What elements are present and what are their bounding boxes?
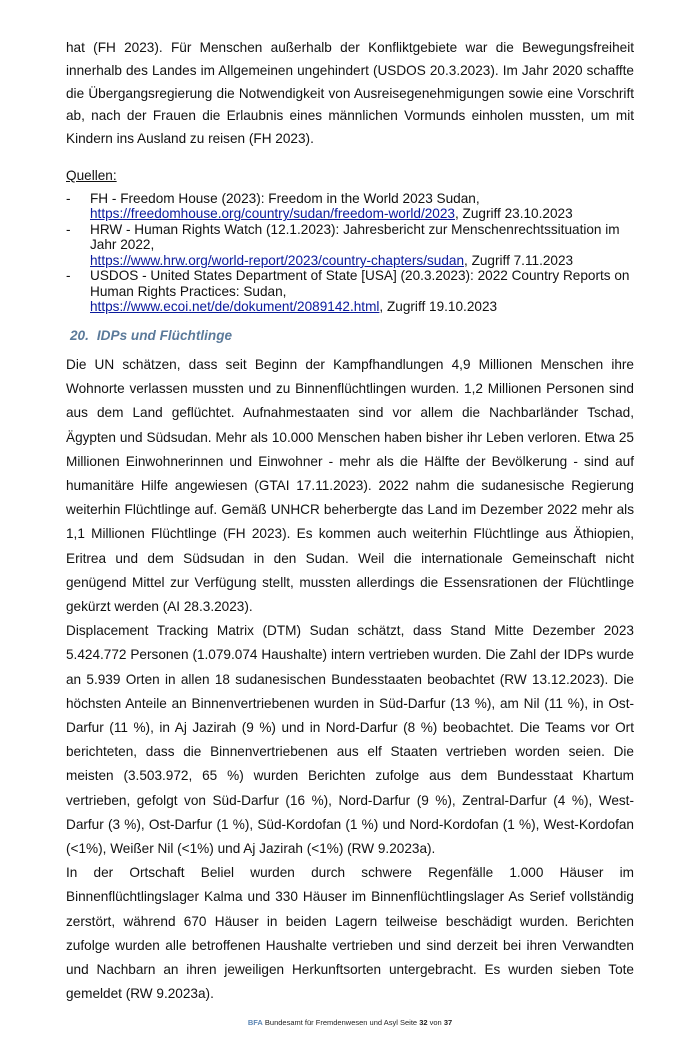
- sources-label: Quellen:: [66, 167, 117, 183]
- footer-page-number: 32: [419, 1018, 428, 1028]
- list-dash: -: [66, 268, 71, 284]
- page-footer: [0, 1018, 700, 1048]
- body-paragraph: In der Ortschaft Beliel wurden durch schwere Regenfälle 1.000 Häuser im Binnenflüchtlingslager Kalma und 330 Häuser im Binnenflüchtlingslager As Serief vollständig zerstört, während 670 Häuser in beiden Lagern teilweise beschädigt wurden. Berichten zufolge wurden alle betroffenen Haushalte vertrieben und sind derzeit bei ihren Verwandten und Nachbarn an ihren jeweiligen Herkunftsorten untergebracht. Es wurden sieben Tote gemeldet (RW 9.2023a).: [66, 865, 634, 1002]
- source-item: [66, 191, 634, 222]
- bfa-logo: BFA: [247, 1018, 263, 1028]
- source-item: [66, 268, 634, 315]
- source-link[interactable]: https://freedomhouse.org/country/sudan/freedom-world/2023: [90, 206, 455, 222]
- source-access-date: , Zugriff 7.11.2023: [464, 252, 574, 268]
- section-title: IDPs und Flüchtlinge: [96, 327, 233, 343]
- source-text: USDOS - United States Department of State [USA] (20.3.2023): 2022 Country Reports on Human Rights Practices: Sudan,: [90, 268, 630, 299]
- source-access-date: , Zugriff 23.10.2023: [454, 206, 573, 222]
- source-text: FH - Freedom House (2023): Freedom in the World 2023 Sudan,: [90, 190, 480, 206]
- source-item: [66, 222, 634, 269]
- list-dash: -: [66, 221, 71, 237]
- source-text: HRW - Human Rights Watch (12.1.2023): Jahresbericht zur Menschenrechtssituation im Jahr 2022,: [90, 221, 620, 253]
- list-dash: -: [66, 190, 71, 206]
- source-link[interactable]: https://www.hrw.org/world-report/2023/country-chapters/sudan: [90, 252, 465, 268]
- body-paragraph: Displacement Tracking Matrix (DTM) Sudan schätzt, dass Stand Mitte Dezember 2023 5.424.772 Personen (1.079.074 Haushalte) intern vertrieben wurden. Die Zahl der IDPs wurde an 5.939 Orten in allen 18 sudanesischen Bundesstaaten beobachtet (RW 13.12.2023). Die höchsten Anteile an Binnenvertriebenen wurden in Süd-Darfur (13 %), am Nil (11 %), in Ost-Darfur (11 %), in Aj Jazirah (9 %) und in Nord-Darfur (8 %) beobachtet. Die Teams vor Ort berichteten, dass die Binnenvertriebenen aus elf Staaten vertrieben worden seien. Die meisten (3.503.972, 65 %) wurden Berichten zufolge aus dem Bundesstaat Khartum vertrieben, gefolgt von Süd-Darfur (16 %), Nord-Darfur (9 %), Zentral-Darfur (4 %), West-Darfur (3 %), Ost-Darfur (1 %), Süd-Kordofan (1 %) und Nord-Kordofan (1 %), West-Kordofan (<1%), Weißer Nil (<1%) und Aj Jazirah (<1%) (RW 9.2023a).: [66, 623, 634, 857]
- section-heading: [70, 327, 634, 345]
- footer-page-total: 37: [443, 1018, 453, 1028]
- section-number: 20.: [70, 327, 89, 343]
- body-paragraph: Die UN schätzen, dass seit Beginn der Kampfhandlungen 4,9 Millionen Menschen ihre Wohnorte verlassen mussten und zu Binnenflüchtlingen wurden. 1,2 Millionen Personen sind aus dem Land geflüchtet. Aufnahmestaaten sind vor allem die Nachbarländer Tschad, Ägypten und Südsudan. Mehr als 10.000 Menschen haben bisher ihr Leben verloren. Etwa 25 Millionen Einwohnerinnen und Einwohner - mehr als die Hälfte der Bevölkerung - sind auf humanitäre Hilfe angewiesen (GTAI 17.11.2023). 2022 nahm die sudanesische Regierung weiterhin Flüchtlinge auf. Gemäß UNHCR beherbergte das Land im Dezember 2022 mehr als 1,1 Millionen Flüchtlinge (FH 2023). Es kommen auch weiterhin Flüchtlinge aus Äthiopien, Eritrea und dem Südsudan in den Sudan. Weil die internationale Gemeinschaft nicht genügend Mittel zur Verfügung stellt, mussten allerdings die Essensrationen der Flüchtlinge gekürzt werden (AI 28.3.2023).: [66, 356, 634, 615]
- intro-paragraph: hat (FH 2023). Für Menschen außerhalb der Konfliktgebiete war die Bewegungsfreiheit innerhalb des Landes im Allgemeinen ungehindert (USDOS 20.3.2023). Im Jahr 2020 schaffte die Übergangsregierung die Notwendigkeit von Ausreisegenehmigungen sowie eine Vorschrift ab, nach der Frauen die Erlaubnis eines männlichen Vormunds einholen mussten, um mit Kindern ins Ausland zu reisen (FH 2023).: [66, 40, 634, 147]
- source-access-date: , Zugriff 19.10.2023: [379, 299, 498, 315]
- footer-page-label: Seite: [400, 1018, 418, 1028]
- sources-list: [66, 191, 634, 315]
- footer-of-label: von: [429, 1018, 442, 1028]
- document-page: [66, 0, 634, 1006]
- footer-org: Bundesamt für Fremdenwesen und Asyl: [264, 1018, 398, 1028]
- source-link[interactable]: https://www.ecoi.net/de/dokument/2089142.html: [90, 299, 380, 315]
